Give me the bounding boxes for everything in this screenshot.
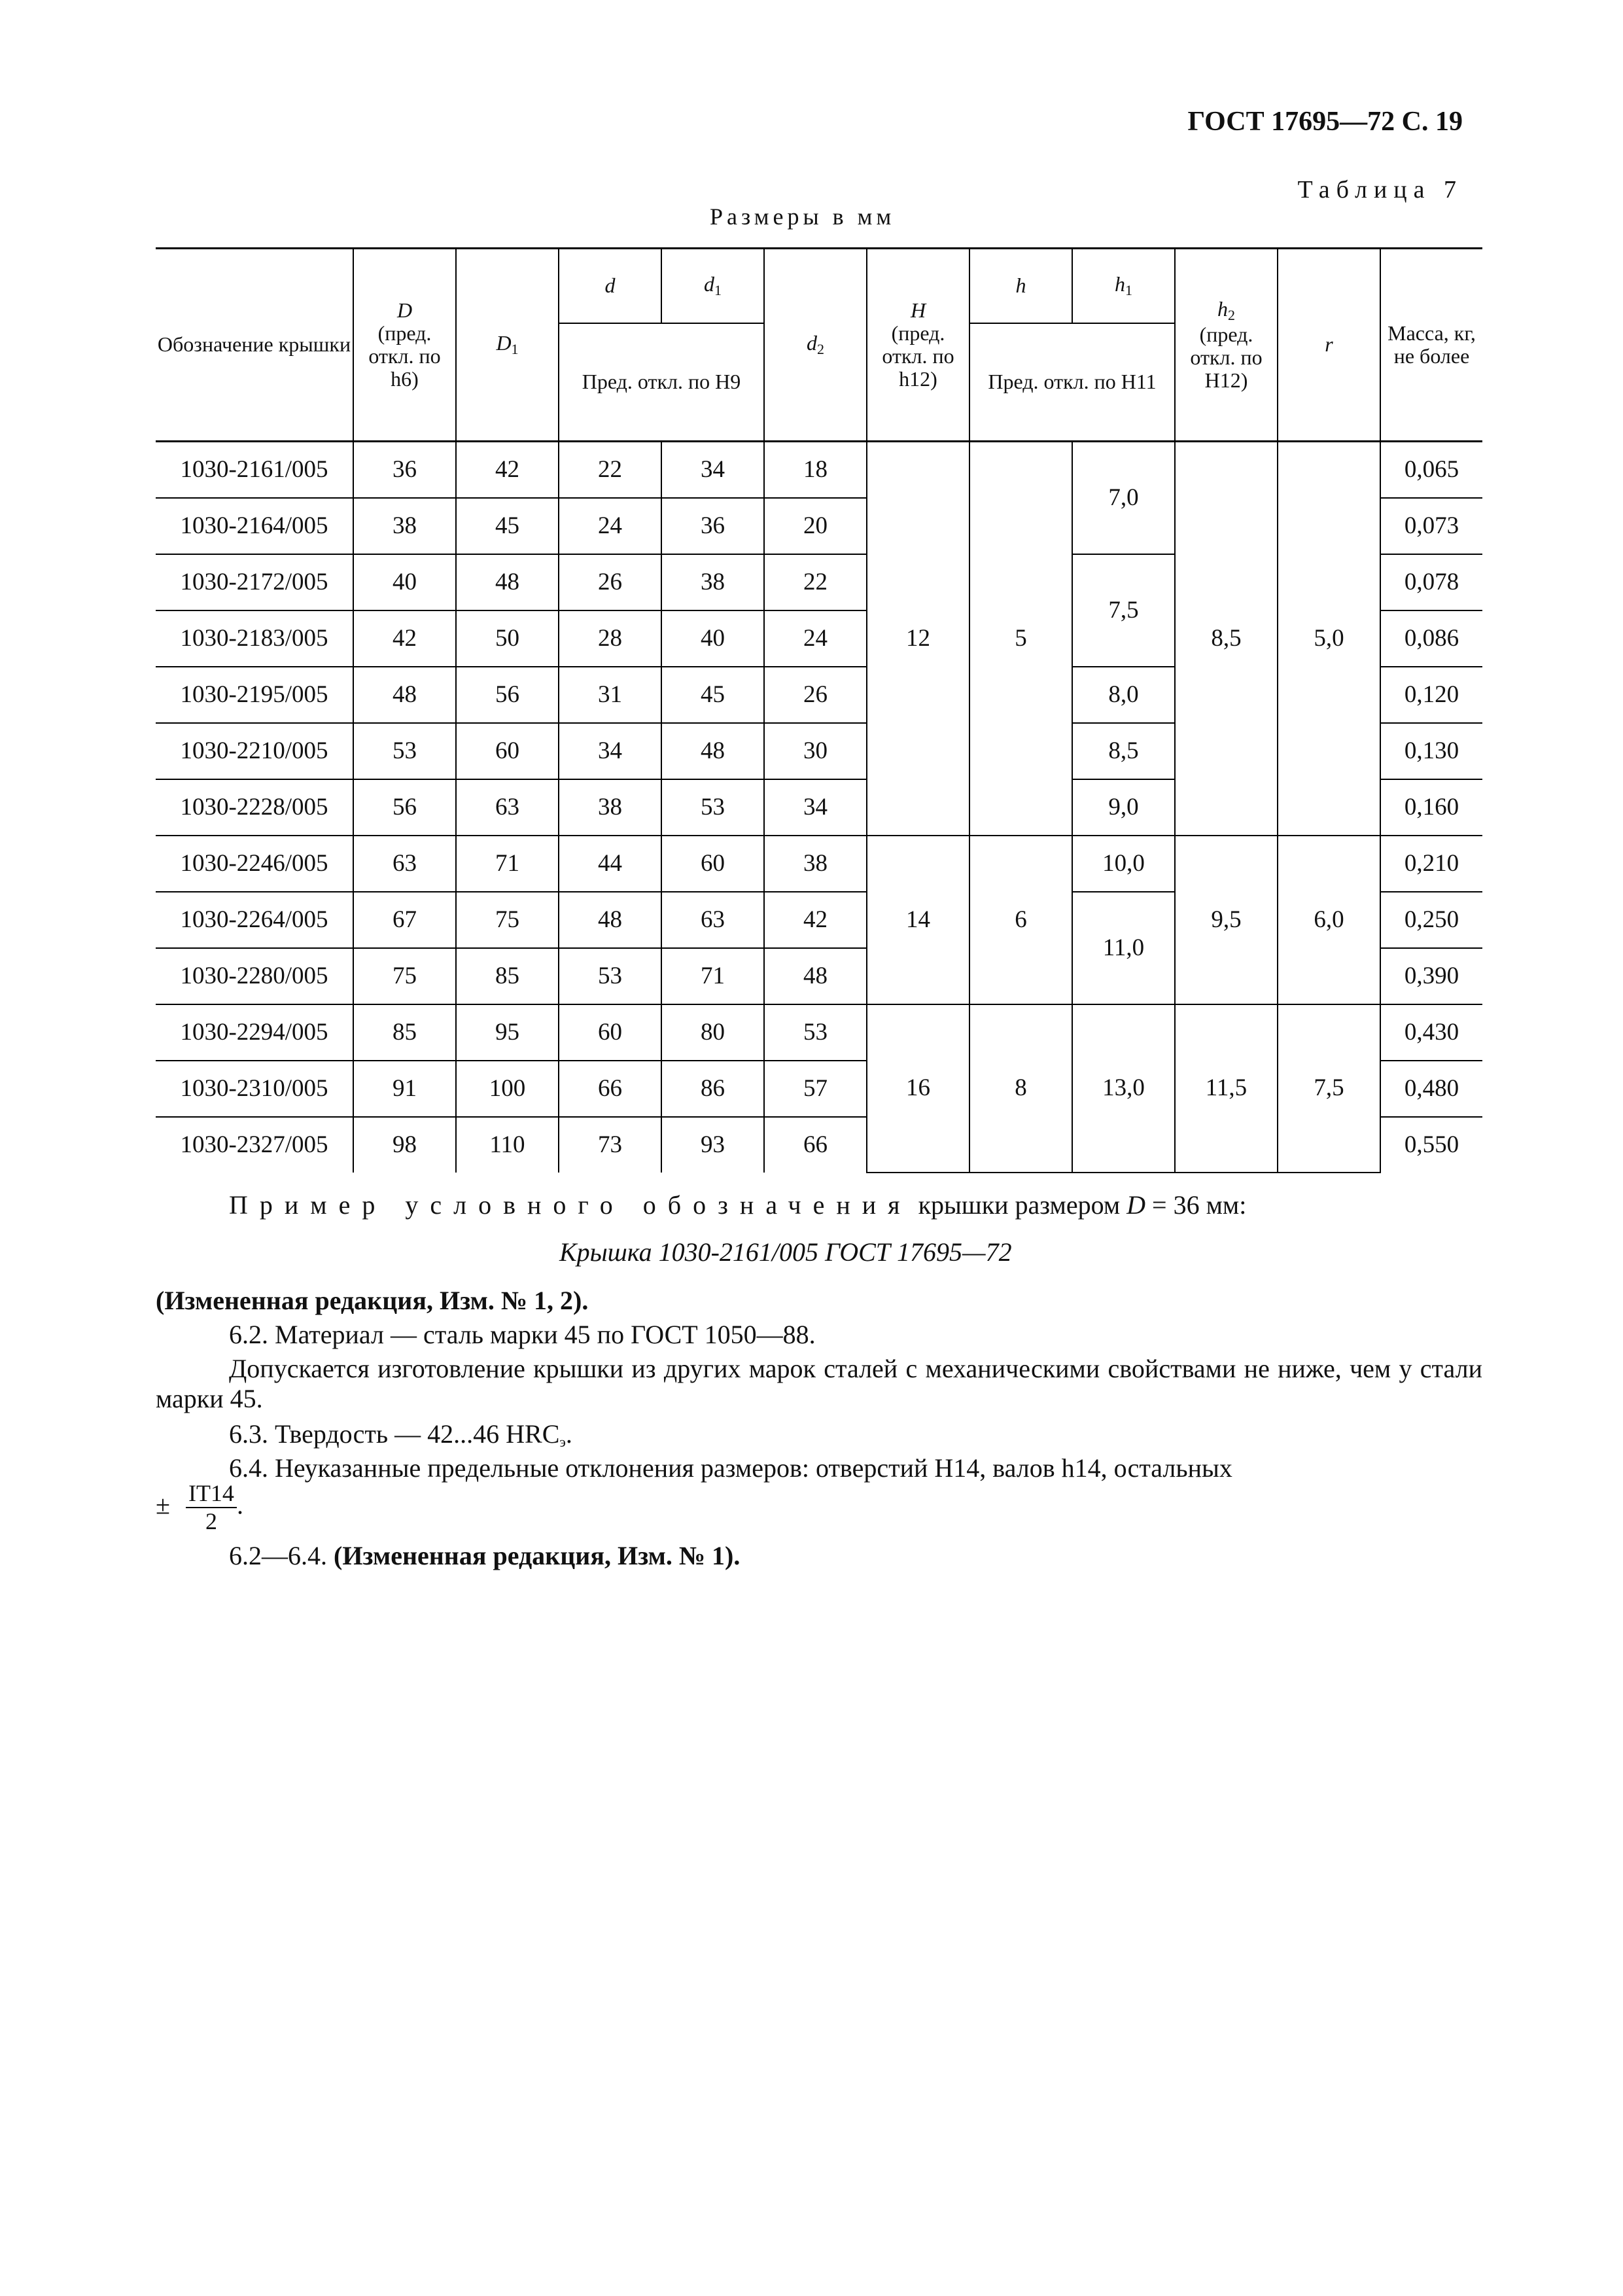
header-h2-symbol: h	[1217, 296, 1228, 321]
header-d-symbol: d	[604, 274, 616, 298]
cell-d2: 24	[764, 610, 867, 667]
cell-h1: 8,0	[1072, 667, 1175, 723]
cell-d: 73	[559, 1117, 661, 1173]
cell-d: 31	[559, 667, 661, 723]
cell-d1: 53	[661, 779, 764, 836]
header-D1-symbol: D	[496, 331, 512, 355]
cell-mass: 0,130	[1380, 723, 1482, 779]
cell-designation: 1030-2327/005	[156, 1117, 353, 1173]
cell-D1: 50	[456, 610, 559, 667]
example-line	[229, 1190, 1246, 1220]
paragraph-6-2-allowance: Допускается изготовление крышки из других марок сталей с механическими свойствами не ниже, чем у стали марки 45.	[156, 1354, 1482, 1413]
header-H	[867, 249, 969, 442]
cell-d: 22	[559, 442, 661, 499]
amendment-note-2-prefix: 6.2—6.4.	[229, 1541, 334, 1570]
cell-d: 44	[559, 836, 661, 892]
header-d	[559, 249, 661, 324]
cell-D1: 85	[456, 948, 559, 1004]
cell-d1: 80	[661, 1004, 764, 1061]
designation-example: Крышка 1030-2161/005 ГОСТ 17695—72	[559, 1237, 1012, 1267]
cell-D1: 110	[456, 1117, 559, 1173]
cell-d1: 60	[661, 836, 764, 892]
cell-d: 38	[559, 779, 661, 836]
header-D-note: (пред. откл. по h6)	[368, 321, 441, 391]
cell-mass: 0,550	[1380, 1117, 1482, 1173]
cell-D1: 100	[456, 1061, 559, 1117]
header-h1-sub: 1	[1125, 282, 1132, 299]
cell-d2: 42	[764, 892, 867, 948]
cell-D1: 95	[456, 1004, 559, 1061]
cell-d: 26	[559, 554, 661, 610]
amendment-note-2-text: (Измененная редакция, Изм. № 1).	[334, 1541, 741, 1570]
paragraph-6-3-sub: э	[559, 1434, 566, 1450]
dimensions-table	[156, 247, 1482, 1173]
header-d2	[764, 249, 867, 442]
cell-mass: 0,078	[1380, 554, 1482, 610]
cell-D: 56	[353, 779, 456, 836]
paragraph-6-2: 6.2. Материал — сталь марки 45 по ГОСТ 1050—88.	[229, 1320, 816, 1349]
plus-minus-sign: ±	[156, 1490, 170, 1520]
cell-D1: 71	[456, 836, 559, 892]
cell-h2: 11,5	[1175, 1004, 1278, 1173]
header-r-symbol: r	[1325, 332, 1333, 357]
header-h1	[1072, 249, 1175, 324]
cell-H: 14	[867, 836, 969, 1004]
header-d-group-note: Пред. откл. по H9	[559, 323, 764, 442]
fraction-denominator: 2	[205, 1508, 217, 1535]
cell-H: 12	[867, 442, 969, 836]
cell-d2: 26	[764, 667, 867, 723]
header-h2	[1175, 249, 1278, 442]
cell-d: 48	[559, 892, 661, 948]
table-row	[156, 442, 1482, 499]
cell-d: 24	[559, 498, 661, 554]
cell-d1: 34	[661, 442, 764, 499]
cell-D: 85	[353, 1004, 456, 1061]
cell-d: 34	[559, 723, 661, 779]
cell-mass: 0,086	[1380, 610, 1482, 667]
cell-d1: 38	[661, 554, 764, 610]
cell-D: 36	[353, 442, 456, 499]
cell-mass: 0,210	[1380, 836, 1482, 892]
header-D-symbol: D	[396, 298, 413, 322]
header-mass: Масса, кг, не более	[1380, 249, 1482, 442]
cell-D1: 42	[456, 442, 559, 499]
cell-designation: 1030-2161/005	[156, 442, 353, 499]
cell-mass: 0,430	[1380, 1004, 1482, 1061]
header-h-group-note: Пред. откл. по H11	[969, 323, 1175, 442]
cell-d2: 20	[764, 498, 867, 554]
paragraph-6-4: 6.4. Неуказанные предельные отклонения размеров: отверстий H14, валов h14, остальных	[229, 1453, 1232, 1483]
header-D	[353, 249, 456, 442]
header-D1-sub: 1	[511, 341, 519, 358]
cell-D1: 45	[456, 498, 559, 554]
cell-d: 28	[559, 610, 661, 667]
cell-d1: 93	[661, 1117, 764, 1173]
cell-d2: 57	[764, 1061, 867, 1117]
cell-D: 48	[353, 667, 456, 723]
cell-designation: 1030-2172/005	[156, 554, 353, 610]
header-h2-sub: 2	[1228, 306, 1235, 323]
tolerance-fraction-line	[156, 1480, 1482, 1536]
cell-D: 53	[353, 723, 456, 779]
example-variable: D	[1126, 1190, 1146, 1220]
amendment-note-2	[156, 1541, 1482, 1571]
cell-designation: 1030-2310/005	[156, 1061, 353, 1117]
tolerance-fraction	[186, 1480, 237, 1536]
cell-h1: 11,0	[1072, 892, 1175, 1004]
header-h-symbol: h	[1015, 274, 1026, 298]
header-h2-note: (пред. откл. по H12)	[1190, 322, 1263, 393]
cell-D: 91	[353, 1061, 456, 1117]
cell-r: 6,0	[1278, 836, 1380, 1004]
cell-d1: 86	[661, 1061, 764, 1117]
cell-h: 8	[969, 1004, 1072, 1173]
cell-d1: 36	[661, 498, 764, 554]
header-designation: Обозначение крышки	[156, 249, 353, 442]
fraction-numerator: IT14	[186, 1480, 237, 1508]
paragraph-6-3	[156, 1419, 1482, 1450]
example-text-b: = 36 мм:	[1145, 1190, 1247, 1220]
cell-d2: 53	[764, 1004, 867, 1061]
cell-h1: 13,0	[1072, 1004, 1175, 1173]
cell-designation: 1030-2195/005	[156, 667, 353, 723]
header-d1	[661, 249, 764, 324]
cell-d1: 48	[661, 723, 764, 779]
cell-d2: 34	[764, 779, 867, 836]
cell-h1: 10,0	[1072, 836, 1175, 892]
cell-D: 98	[353, 1117, 456, 1173]
cell-h1: 7,5	[1072, 554, 1175, 667]
table-row	[156, 836, 1482, 892]
cell-d2: 18	[764, 442, 867, 499]
header-d1-symbol: d	[704, 272, 714, 296]
cell-designation: 1030-2228/005	[156, 779, 353, 836]
example-text-a: крышки размером	[911, 1190, 1127, 1220]
example-spaced-text: Пример условного обозначения	[229, 1190, 912, 1220]
units-label: Размеры в мм	[710, 203, 896, 230]
cell-h2: 8,5	[1175, 442, 1278, 836]
cell-h1: 8,5	[1072, 723, 1175, 779]
cell-D: 38	[353, 498, 456, 554]
cell-D1: 75	[456, 892, 559, 948]
header-H-symbol: H	[910, 298, 926, 322]
paragraph-6-3-text: 6.3. Твердость — 42...46 HRC	[229, 1419, 560, 1449]
cell-d2: 22	[764, 554, 867, 610]
header-h1-symbol: h	[1115, 272, 1125, 296]
cell-H: 16	[867, 1004, 969, 1173]
cell-d1: 45	[661, 667, 764, 723]
cell-d2: 66	[764, 1117, 867, 1173]
cell-D1: 60	[456, 723, 559, 779]
cell-D1: 63	[456, 779, 559, 836]
cell-d2: 38	[764, 836, 867, 892]
cell-d2: 48	[764, 948, 867, 1004]
cell-designation: 1030-2164/005	[156, 498, 353, 554]
cell-D1: 56	[456, 667, 559, 723]
cell-D: 67	[353, 892, 456, 948]
cell-D: 40	[353, 554, 456, 610]
cell-D: 63	[353, 836, 456, 892]
cell-D1: 48	[456, 554, 559, 610]
cell-mass: 0,480	[1380, 1061, 1482, 1117]
cell-d: 60	[559, 1004, 661, 1061]
cell-d1: 63	[661, 892, 764, 948]
header-h	[969, 249, 1072, 324]
header-H-note: (пред. откл. по h12)	[882, 321, 954, 391]
cell-designation: 1030-2264/005	[156, 892, 353, 948]
cell-mass: 0,065	[1380, 442, 1482, 499]
table-label: Таблица 7	[1297, 176, 1463, 203]
table-row	[156, 1004, 1482, 1061]
cell-mass: 0,073	[1380, 498, 1482, 554]
header-d2-sub: 2	[817, 341, 824, 358]
paragraph-6-3-end: .	[565, 1419, 572, 1449]
cell-h1: 7,0	[1072, 442, 1175, 555]
cell-h2: 9,5	[1175, 836, 1278, 1004]
cell-h1: 9,0	[1072, 779, 1175, 836]
page-header: ГОСТ 17695—72 С. 19	[1187, 107, 1463, 137]
cell-h: 6	[969, 836, 1072, 1004]
cell-designation: 1030-2280/005	[156, 948, 353, 1004]
cell-r: 7,5	[1278, 1004, 1380, 1173]
cell-mass: 0,250	[1380, 892, 1482, 948]
cell-h: 5	[969, 442, 1072, 836]
header-d2-symbol: d	[807, 331, 817, 355]
cell-mass: 0,160	[1380, 779, 1482, 836]
cell-d2: 30	[764, 723, 867, 779]
amendment-note-1: (Измененная редакция, Изм. № 1, 2).	[156, 1286, 589, 1315]
cell-mass: 0,390	[1380, 948, 1482, 1004]
header-r	[1278, 249, 1380, 442]
cell-d: 66	[559, 1061, 661, 1117]
header-d1-sub: 1	[714, 282, 722, 299]
cell-designation: 1030-2246/005	[156, 836, 353, 892]
cell-d: 53	[559, 948, 661, 1004]
cell-designation: 1030-2183/005	[156, 610, 353, 667]
cell-r: 5,0	[1278, 442, 1380, 836]
fraction-end: .	[236, 1490, 243, 1520]
cell-mass: 0,120	[1380, 667, 1482, 723]
cell-d1: 40	[661, 610, 764, 667]
cell-D: 42	[353, 610, 456, 667]
cell-d1: 71	[661, 948, 764, 1004]
cell-designation: 1030-2210/005	[156, 723, 353, 779]
header-D1	[456, 249, 559, 442]
cell-D: 75	[353, 948, 456, 1004]
cell-designation: 1030-2294/005	[156, 1004, 353, 1061]
